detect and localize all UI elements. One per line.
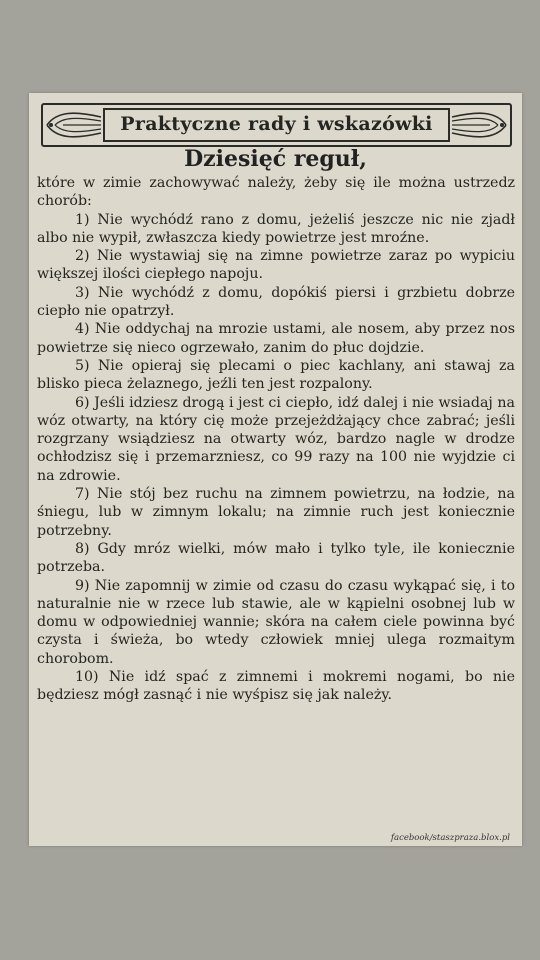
- rule-8: 8) Gdy mróz wielki, mów mało i tylko tyle, ile koniecznie potrzeba.: [37, 540, 515, 576]
- header-title: Praktyczne rady i wskazówki: [120, 113, 433, 135]
- rule-10: 10) Nie idź spać z zimnemi i mokremi nogami, bo nie będziesz mógł zasnąć i nie wyśpisz się jak należy.: [37, 669, 515, 704]
- ornament-left-icon: [45, 109, 103, 141]
- source-watermark: facebook/staszpraza.blox.pl: [390, 833, 510, 843]
- article-title: Dziesięć reguł,: [184, 146, 367, 172]
- article-body: [37, 174, 515, 705]
- header-frame: [41, 103, 512, 147]
- rule-1: 1) Nie wychódź rano z domu, jeżeliś jeszcze nic nie zjadł albo nie wypił, zwłaszcza kiedy powietrze jest mroźne.: [37, 211, 515, 246]
- rule-3: 3) Nie wychódź z domu, dopókiś piersi i grzbietu dobrze ciepło nie opatrzył.: [37, 284, 515, 320]
- rule-6: 6) Jeśli idziesz drogą i jest ci ciepło, idź dalej i nie wsiadaj na wóz otwarty, na który cię może przejeżdżający chce zabrać; jeśli rozgrzany wsiądziesz na otwarty wóz, bardzo nagle w drodze ochłodzisz się i przemarzniesz, co 99 razy na 100 nie wyjdzie ci na zdrowie.: [37, 394, 515, 484]
- rule-2: 2) Nie wystawiaj się na zimne powietrze zaraz po wypiciu większej ilości ciepłego napoju.: [37, 248, 515, 283]
- rule-9: 9) Nie zapomnij w zimie od czasu do czasu wykąpać się, i to naturalnie nie w rzece lub stawie, ale w kąpielni osobnej lub w domu w odpowiedniej wannie; skóra na całem ciele powinna być czysta i świeża, bo wtedy człowiek mniej ulega rozmaitym chorobom.: [37, 577, 515, 667]
- ornament-right-icon: [450, 109, 508, 141]
- rule-5: 5) Nie opieraj się plecami o piec kachlany, ani stawaj za blisko pieca żelaznego, jeźli ten jest rozpalony.: [37, 357, 515, 393]
- rule-4: 4) Nie oddychaj na mrozie ustami, ale nosem, aby przez nos powietrze się nieco ogrzewało, zanim do płuc dojdzie.: [37, 321, 515, 356]
- rule-7: 7) Nie stój bez ruchu na zimnem powietrzu, na łodzie, na śniegu, lub w zimnym lokalu; na zimnie ruch jest koniecznie potrzebny.: [37, 486, 515, 539]
- intro-paragraph: które w zimie zachowywać należy, żeby się ile można ustrzedz chorób:: [37, 175, 515, 210]
- newspaper-clipping: [29, 93, 522, 846]
